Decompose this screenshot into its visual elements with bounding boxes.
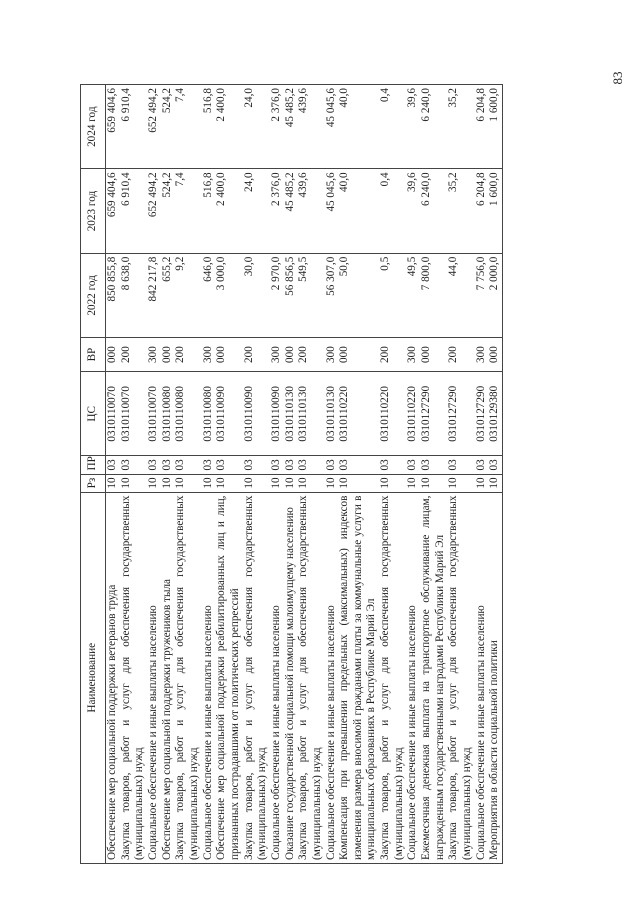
table-row (488, 85, 502, 864)
cell-rz: 10 (338, 474, 379, 492)
cell-y2024: 524,2 (161, 85, 175, 169)
header-pr: ПР (81, 456, 106, 474)
cell-name: Закупка товаров, работ и услуг для обеспечения государственных (муниципальных) нужд (120, 492, 147, 863)
cell-name: Закупка товаров, работ и услуг для обеспечения государственных (муниципальных) нужд (379, 492, 406, 863)
cell-y2023: 2 400,0 (215, 169, 242, 253)
cell-vr: 200 (297, 338, 324, 372)
header-2024: 2024 год (81, 85, 106, 169)
cell-cs: 0310110070 (120, 372, 147, 456)
cell-y2023: 7,4 (174, 169, 201, 253)
table-row (297, 85, 324, 864)
cell-y2023: 6 240,0 (420, 169, 447, 253)
cell-y2024: 516,8 (202, 85, 216, 169)
cell-name: Социальное обеспечение и иные выплаты населению (147, 492, 161, 863)
cell-y2023: 2 376,0 (270, 169, 284, 253)
rotated-table-container (80, 84, 620, 864)
cell-y2024: 1 600,0 (488, 85, 502, 169)
table-row (243, 85, 270, 864)
cell-y2024: 2 376,0 (270, 85, 284, 169)
cell-rz: 10 (270, 474, 284, 492)
cell-rz: 10 (120, 474, 147, 492)
cell-pr: 03 (379, 456, 406, 474)
cell-pr: 03 (284, 456, 298, 474)
cell-name: Закупка товаров, работ и услуг для обеспечения государственных (муниципальных) нужд (174, 492, 201, 863)
cell-vr: 000 (161, 338, 175, 372)
cell-rz: 10 (325, 474, 339, 492)
header-2022: 2022 год (81, 253, 106, 337)
budget-table (80, 84, 503, 864)
table-row (447, 85, 474, 864)
cell-y2024: 652 494,2 (147, 85, 161, 169)
cell-cs: 0310127290 (475, 372, 489, 456)
cell-y2022: 842 217,8 (147, 253, 161, 337)
cell-rz: 10 (488, 474, 502, 492)
header-name: Наименование (81, 492, 106, 863)
table-row (202, 85, 216, 864)
cell-y2024: 6 204,8 (475, 85, 489, 169)
cell-y2023: 24,0 (243, 169, 270, 253)
cell-name: Компенсация при превышении предельных (максимальных) индексов изменения размера вносимой гражданами платы за коммунальные услуги в муниципальных образованиях в Республике Марий Эл (338, 492, 379, 863)
cell-rz: 10 (147, 474, 161, 492)
table-row (161, 85, 175, 864)
cell-pr: 03 (120, 456, 147, 474)
cell-cs: 0310110090 (270, 372, 284, 456)
table-row (406, 85, 420, 864)
cell-y2022: 56 856,5 (284, 253, 298, 337)
cell-pr: 03 (406, 456, 420, 474)
cell-rz: 10 (202, 474, 216, 492)
cell-name: Закупка товаров, работ и услуг для обеспечения государственных (муниципальных) нужд (243, 492, 270, 863)
cell-y2022: 49,5 (406, 253, 420, 337)
cell-y2024: 6 240,0 (420, 85, 447, 169)
cell-y2023: 45 485,2 (284, 169, 298, 253)
cell-cs: 0310110130 (297, 372, 324, 456)
cell-name: Социальное обеспечение и иные выплаты населению (270, 492, 284, 863)
table-row (379, 85, 406, 864)
cell-rz: 10 (284, 474, 298, 492)
cell-rz: 10 (243, 474, 270, 492)
cell-y2023: 516,8 (202, 169, 216, 253)
cell-name: Обеспечение мер социальной поддержки реабилитированных лиц и лиц, признанных пострадавшими от политических репрессий (215, 492, 242, 863)
cell-cs: 0310110080 (174, 372, 201, 456)
cell-pr: 03 (420, 456, 447, 474)
cell-pr: 03 (297, 456, 324, 474)
cell-y2022: 655,2 (161, 253, 175, 337)
cell-y2022: 50,0 (338, 253, 379, 337)
cell-vr: 000 (420, 338, 447, 372)
cell-pr: 03 (106, 456, 120, 474)
cell-pr: 03 (174, 456, 201, 474)
cell-name: Социальное обеспечение и иные выплаты населению (325, 492, 339, 863)
cell-y2024: 24,0 (243, 85, 270, 169)
cell-y2024: 40,0 (338, 85, 379, 169)
table-row (338, 85, 379, 864)
cell-y2022: 0,5 (379, 253, 406, 337)
cell-y2024: 45 045,6 (325, 85, 339, 169)
cell-vr: 200 (243, 338, 270, 372)
cell-vr: 300 (325, 338, 339, 372)
cell-y2022: 7 800,0 (420, 253, 447, 337)
cell-rz: 10 (174, 474, 201, 492)
cell-rz: 10 (161, 474, 175, 492)
table-row (270, 85, 284, 864)
cell-name: Социальное обеспечение и иные выплаты населению (475, 492, 489, 863)
cell-y2022: 56 307,0 (325, 253, 339, 337)
cell-name: Закупка товаров, работ и услуг для обеспечения государственных (муниципальных) нужд (447, 492, 474, 863)
cell-vr: 300 (406, 338, 420, 372)
cell-y2022: 30,0 (243, 253, 270, 337)
cell-cs: 0310129380 (488, 372, 502, 456)
table-row (120, 85, 147, 864)
cell-y2023: 6 204,8 (475, 169, 489, 253)
cell-y2022: 8 638,0 (120, 253, 147, 337)
cell-name: Закупка товаров, работ и услуг для обеспечения государственных (муниципальных) нужд (297, 492, 324, 863)
table-row (106, 85, 120, 864)
cell-vr: 000 (106, 338, 120, 372)
table-row (420, 85, 447, 864)
cell-pr: 03 (270, 456, 284, 474)
cell-y2024: 2 400,0 (215, 85, 242, 169)
cell-y2023: 524,2 (161, 169, 175, 253)
cell-y2024: 45 485,2 (284, 85, 298, 169)
page-number: 83 (610, 71, 625, 85)
cell-cs: 0310110130 (284, 372, 298, 456)
table-row (284, 85, 298, 864)
header-cs: ЦС (81, 372, 106, 456)
cell-cs: 0310110220 (406, 372, 420, 456)
cell-vr: 200 (174, 338, 201, 372)
cell-pr: 03 (488, 456, 502, 474)
cell-y2023: 659 404,6 (106, 169, 120, 253)
cell-name: Обеспечение мер социальной поддержки ветеранов труда (106, 492, 120, 863)
cell-rz: 10 (406, 474, 420, 492)
cell-y2023: 39,6 (406, 169, 420, 253)
cell-pr: 03 (215, 456, 242, 474)
cell-pr: 03 (475, 456, 489, 474)
header-vr: ВР (81, 338, 106, 372)
cell-cs: 0310110090 (243, 372, 270, 456)
cell-y2022: 7 756,0 (475, 253, 489, 337)
cell-name: Мероприятия в области социальной политики (488, 492, 502, 863)
cell-pr: 03 (243, 456, 270, 474)
cell-vr: 300 (147, 338, 161, 372)
table-row (475, 85, 489, 864)
cell-vr: 200 (447, 338, 474, 372)
cell-pr: 03 (202, 456, 216, 474)
cell-y2023: 0,4 (379, 169, 406, 253)
cell-rz: 10 (379, 474, 406, 492)
cell-name: Оказание государственной социальной помощи малоимущему населению (284, 492, 298, 863)
cell-y2024: 0,4 (379, 85, 406, 169)
table-body (106, 85, 503, 864)
cell-y2023: 35,2 (447, 169, 474, 253)
cell-cs: 0310110220 (379, 372, 406, 456)
table-row (147, 85, 161, 864)
cell-pr: 03 (161, 456, 175, 474)
header-rz: Рз (81, 474, 106, 492)
cell-rz: 10 (475, 474, 489, 492)
cell-y2022: 2 970,0 (270, 253, 284, 337)
cell-name: Обеспечение мер социальной поддержки тружеников тыла (161, 492, 175, 863)
cell-y2022: 44,0 (447, 253, 474, 337)
cell-pr: 03 (447, 456, 474, 474)
cell-vr: 300 (202, 338, 216, 372)
cell-y2022: 646,0 (202, 253, 216, 337)
cell-vr: 000 (215, 338, 242, 372)
cell-y2024: 35,2 (447, 85, 474, 169)
cell-vr: 000 (338, 338, 379, 372)
cell-y2023: 652 494,2 (147, 169, 161, 253)
cell-y2024: 439,6 (297, 85, 324, 169)
cell-name: Ежемесячная денежная выплата на транспортное обслуживание лицам, награжденным государственными наградами Республики Марий Эл (420, 492, 447, 863)
cell-y2023: 6 910,4 (120, 169, 147, 253)
table-row (215, 85, 242, 864)
cell-y2022: 549,5 (297, 253, 324, 337)
cell-vr: 200 (120, 338, 147, 372)
cell-cs: 0310110090 (215, 372, 242, 456)
cell-cs: 0310110070 (106, 372, 120, 456)
table-row (174, 85, 201, 864)
cell-vr: 200 (379, 338, 406, 372)
cell-cs: 0310110080 (161, 372, 175, 456)
cell-rz: 10 (420, 474, 447, 492)
cell-y2023: 1 600,0 (488, 169, 502, 253)
cell-y2024: 659 404,6 (106, 85, 120, 169)
cell-cs: 0310110070 (147, 372, 161, 456)
cell-y2022: 3 000,0 (215, 253, 242, 337)
cell-y2022: 9,2 (174, 253, 201, 337)
cell-name: Социальное обеспечение и иные выплаты населению (202, 492, 216, 863)
table-row (325, 85, 339, 864)
cell-y2023: 40,0 (338, 169, 379, 253)
cell-y2022: 850 855,8 (106, 253, 120, 337)
cell-y2024: 39,6 (406, 85, 420, 169)
cell-pr: 03 (338, 456, 379, 474)
cell-rz: 10 (106, 474, 120, 492)
cell-cs: 0310110220 (338, 372, 379, 456)
cell-name: Социальное обеспечение и иные выплаты населению (406, 492, 420, 863)
cell-rz: 10 (215, 474, 242, 492)
cell-cs: 0310127290 (447, 372, 474, 456)
cell-cs: 0310127290 (420, 372, 447, 456)
cell-cs: 0310110080 (202, 372, 216, 456)
cell-y2024: 7,4 (174, 85, 201, 169)
table-header (81, 85, 106, 864)
cell-vr: 000 (488, 338, 502, 372)
cell-pr: 03 (147, 456, 161, 474)
cell-rz: 10 (297, 474, 324, 492)
cell-vr: 300 (270, 338, 284, 372)
cell-vr: 300 (475, 338, 489, 372)
cell-y2022: 2 000,0 (488, 253, 502, 337)
cell-y2023: 45 045,6 (325, 169, 339, 253)
cell-rz: 10 (447, 474, 474, 492)
cell-pr: 03 (325, 456, 339, 474)
cell-cs: 0310110130 (325, 372, 339, 456)
header-2023: 2023 год (81, 169, 106, 253)
cell-y2023: 439,6 (297, 169, 324, 253)
cell-y2024: 6 910,4 (120, 85, 147, 169)
cell-vr: 000 (284, 338, 298, 372)
